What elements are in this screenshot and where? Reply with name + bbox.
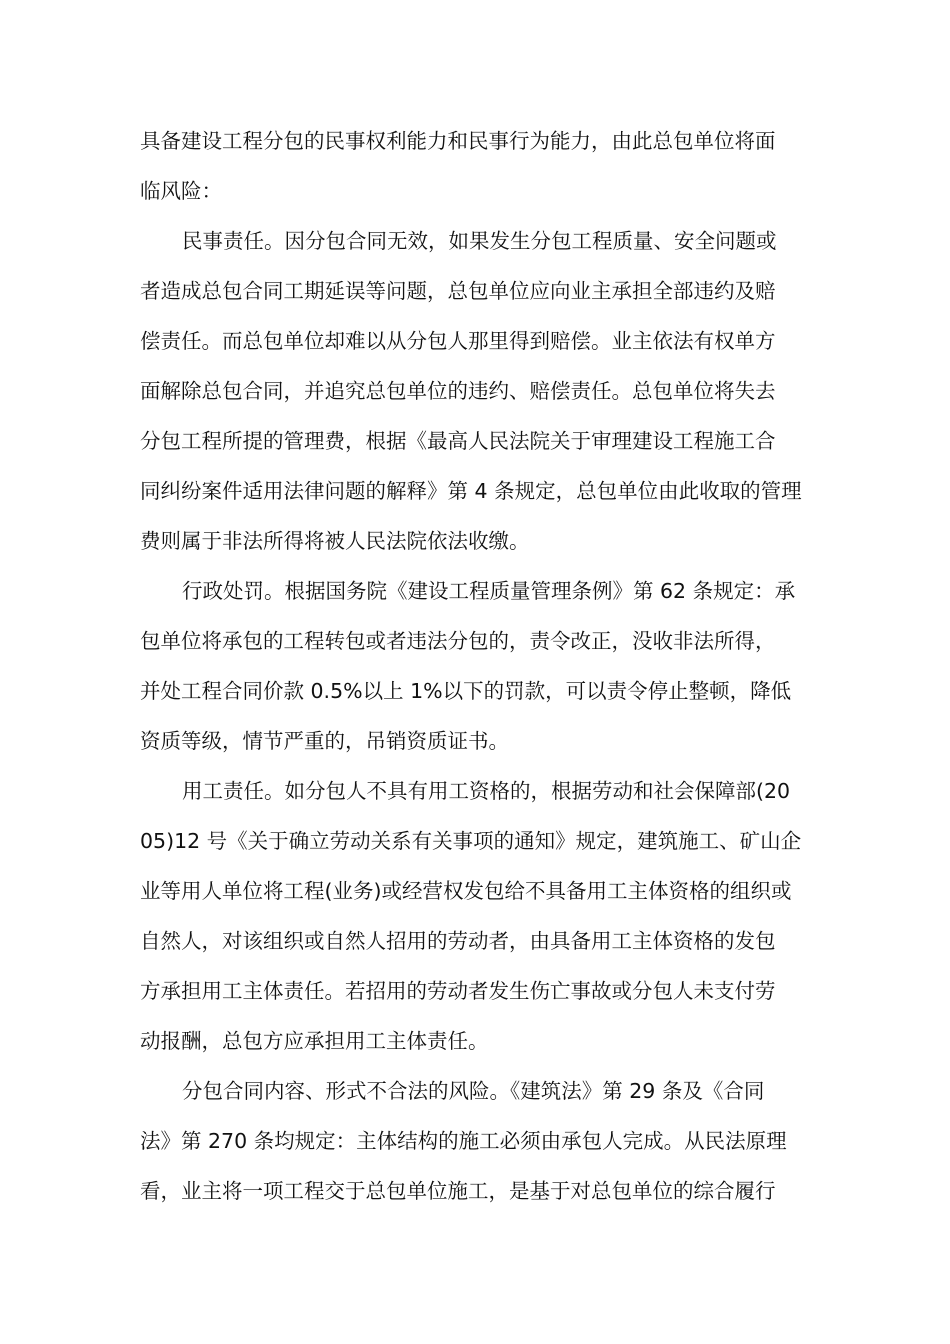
text-line-8: 同纠纷案件适用法律问题的解释》第 4 条规定，总包单位由此收取的管理 bbox=[140, 479, 802, 503]
text-line-11: 包单位将承包的工程转包或者违法分包的，责令改正，没收非法所得， bbox=[140, 629, 776, 653]
text-line-7: 分包工程所提的管理费，根据《最高人民法院关于审理建设工程施工合 bbox=[140, 429, 776, 453]
text-line-5: 偿责任。而总包单位却难以从分包人那里得到赔偿。业主依法有权单方 bbox=[140, 329, 776, 353]
text-line-4: 者造成总包合同工期延误等问题，总包单位应向业主承担全部违约及赔 bbox=[140, 279, 776, 303]
text-line-15: 05)12 号《关于确立劳动关系有关事项的通知》规定，建筑施工、矿山企 bbox=[140, 829, 802, 853]
text-line-17: 自然人，对该组织或自然人招用的劳动者，由具备用工主体资格的发包 bbox=[140, 929, 776, 953]
text-line-19: 动报酬，总包方应承担用工主体责任。 bbox=[140, 1029, 489, 1053]
text-line-18: 方承担用工主体责任。若招用的劳动者发生伤亡事故或分包人未支付劳 bbox=[140, 979, 776, 1003]
paragraph-start-contract-risk: 分包合同内容、形式不合法的风险。《建筑法》第 29 条及《合同 bbox=[182, 1079, 765, 1103]
text-line-1: 具备建设工程分包的民事权利能力和民事行为能力，由此总包单位将面 bbox=[140, 129, 776, 153]
text-line-6: 面解除总包合同，并追究总包单位的违约、赔偿责任。总包单位将失去 bbox=[140, 379, 776, 403]
paragraph-start-employment-liability: 用工责任。如分包人不具有用工资格的，根据劳动和社会保障部(20 bbox=[182, 779, 791, 803]
text-line-2: 临风险： bbox=[140, 179, 222, 203]
paragraph-start-civil-liability: 民事责任。因分包合同无效，如果发生分包工程质量、安全问题或 bbox=[182, 229, 777, 253]
text-line-12: 并处工程合同价款 0.5%以上 1%以下的罚款，可以责令停止整顿，降低 bbox=[140, 679, 792, 703]
text-line-13: 资质等级，情节严重的，吊销资质证书。 bbox=[140, 729, 509, 753]
text-line-21: 法》第 270 条均规定：主体结构的施工必须由承包人完成。从民法原理 bbox=[140, 1129, 787, 1153]
text-line-16: 业等用人单位将工程(业务)或经营权发包给不具备用工主体资格的组织或 bbox=[140, 879, 792, 903]
text-line-9: 费则属于非法所得将被人民法院依法收缴。 bbox=[140, 529, 530, 553]
text-line-22: 看，业主将一项工程交于总包单位施工，是基于对总包单位的综合履行 bbox=[140, 1179, 776, 1203]
paragraph-start-administrative-penalty: 行政处罚。根据国务院《建设工程质量管理条例》第 62 条规定：承 bbox=[182, 579, 796, 603]
